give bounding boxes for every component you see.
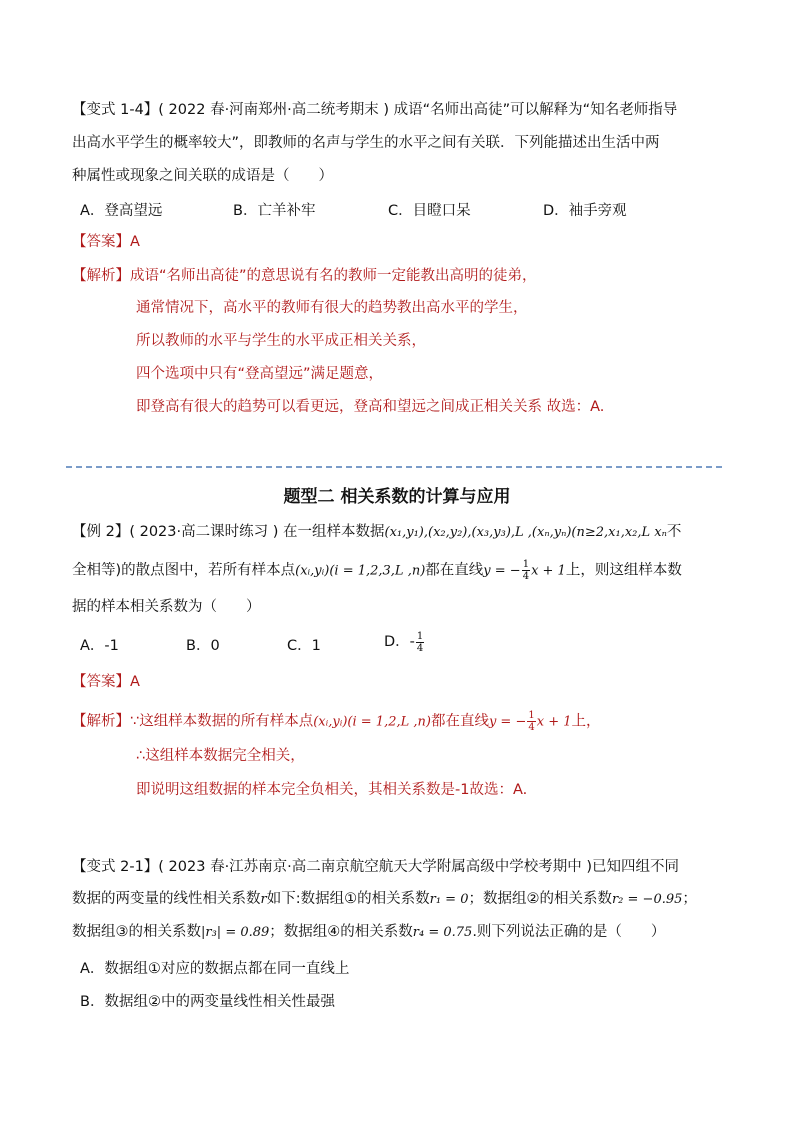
q3-option-b: B．数据组②中的两变量线性相关性最强 — [80, 994, 335, 1010]
q2-analysis1-expr: (xᵢ,yᵢ)(i = 1,2,L ,n) — [313, 714, 431, 730]
section-divider — [66, 466, 722, 468]
q1-line3: 种属性或现象之间关联的成语是（ ） — [72, 168, 333, 184]
q2-line2-b: 都在直线 — [425, 562, 484, 579]
q3-line3-a: 数据组③的相关系数 — [72, 924, 201, 940]
q1-analysis-label: 【解析】 — [72, 268, 130, 284]
q1-option-a: A．登高望远 — [80, 203, 163, 219]
q3-line2-b: 如下:数据组①的相关系数 — [266, 891, 430, 907]
q3-r4: r₄ = 0.75 — [412, 925, 473, 940]
q3-line2-c: ；数据组②的相关系数 — [468, 891, 612, 907]
q3-line3 — [72, 922, 665, 943]
q2-analysis-label: 【解析】 — [72, 713, 130, 730]
q2-data-expr: (x₁,y₁),(x₂,y₂),(x₃,y₃),L ,(xₙ,yₙ)(n≥2,x₁,x₂,L xₙ — [384, 525, 667, 540]
q1-line2: 出高水平学生的概率较大”，即教师的名声与学生的水平之间有关联．下列能描述出生活中两 — [72, 135, 660, 151]
q3-r: r — [260, 892, 267, 907]
q2-option-d-num: 1 — [416, 630, 424, 642]
q1-analysis-line-5: 即登高有很大的趋势可以看更远，登高和望远之间成正相关关系 故选：A. — [136, 399, 605, 415]
q2-analysis1-b: 都在直线 — [430, 713, 489, 730]
q2-analysis-eq-rhs: x + 1 — [536, 714, 572, 730]
q2-option-d-den: 4 — [416, 642, 424, 654]
q3-line3-c: .则下列说法正确的是（ ） — [472, 924, 666, 940]
q1-analysis-row-1 — [72, 266, 537, 286]
q2-line3: 据的样本相关系数为（ ） — [72, 599, 261, 615]
q2-analysis-line-2: ∴这组样本数据完全相关， — [136, 748, 305, 764]
q3-r2: r₂ = −0.95 — [611, 892, 683, 907]
q2-analysis-eq-lhs: y = − — [488, 714, 527, 730]
q3-r1: r₁ = 0 — [429, 892, 469, 907]
q2-fraction — [522, 559, 530, 582]
q2-analysis-row-1 — [72, 710, 601, 733]
q2-option-c: C．1 — [287, 638, 321, 654]
q2-line2-expr: (xᵢ,yᵢ)(i = 1,2,3,L ,n) — [295, 563, 426, 579]
q2-answer: A — [130, 674, 140, 690]
q3-line1: 【变式 2-1】( 2023 春·江苏南京·高二南京航空航天大学附属高级中学校考期中 )已知四组不同 — [72, 859, 680, 875]
q1-answer: A — [130, 234, 140, 250]
q2-eq-lhs: y = − — [483, 563, 521, 579]
q1-analysis-line-3: 所以教师的水平与学生的水平成正相关关系， — [136, 333, 426, 349]
q3-line2 — [72, 889, 697, 910]
q2-suffix1: 不 — [666, 524, 682, 540]
q1-line1: 【变式 1-4】( 2022 春·河南郑州·高二统考期末 ) 成语“名师出高徒”可以解释为“知名老师指导 — [72, 102, 678, 118]
q3-line3-b: ；数据组④的相关系数 — [269, 924, 413, 940]
q2-frac-den: 4 — [522, 571, 530, 582]
q1-answer-label: 【答案】 — [72, 234, 130, 250]
q3-r3: |r₃| = 0.89 — [201, 925, 270, 940]
q1-analysis-line-1: 成语“名师出高徒”的意思说有名的教师一定能教出高明的徒弟， — [130, 268, 537, 284]
q2-analysis-line-3: 即说明这组数据的样本完全负相关，其相关系数是-1故选：A. — [136, 782, 528, 798]
q1-analysis-line-2: 通常情况下，高水平的教师有很大的趋势教出高水平的学生， — [136, 300, 528, 316]
q2-line2-a: 全相等)的散点图中，若所有样本点 — [72, 562, 296, 579]
q1-answer-row — [72, 232, 140, 252]
q2-option-d-label: D．- — [384, 634, 415, 650]
q2-option-a: A．-1 — [80, 638, 119, 654]
q2-frac-num: 1 — [522, 559, 530, 570]
q2-line2-c: 上，则这组样本数 — [565, 562, 682, 579]
section-title: 题型二 相关系数的计算与应用 — [283, 487, 511, 507]
q2-line2 — [72, 559, 682, 582]
q1-option-d: D．袖手旁观 — [543, 203, 627, 219]
q2-line1 — [72, 522, 681, 543]
q1-option-b: B．亡羊补牢 — [233, 203, 316, 219]
q2-analysis-frac-num: 1 — [528, 710, 535, 721]
q2-option-d — [384, 630, 425, 654]
q2-analysis1-c: 上， — [571, 713, 601, 730]
q3-option-a: A．数据组①对应的数据点都在同一直线上 — [80, 961, 350, 977]
q2-eq-rhs: x + 1 — [531, 563, 566, 579]
q2-prefix: 【例 2】( 2023·高二课时练习 ) 在一组样本数据 — [72, 524, 385, 540]
q2-option-b: B．0 — [186, 638, 220, 654]
q2-analysis-frac-den: 4 — [528, 722, 535, 733]
q1-option-c: C．目瞪口呆 — [388, 203, 471, 219]
q3-line2-d: ； — [682, 891, 697, 907]
q1-analysis-line-4: 四个选项中只有“登高望远”满足题意， — [136, 366, 384, 382]
q2-option-d-fraction — [416, 631, 424, 654]
q2-analysis1-a: ∵这组样本数据的所有样本点 — [130, 713, 314, 730]
q3-line2-a: 数据的两变量的线性相关系数 — [72, 891, 261, 907]
q2-answer-label: 【答案】 — [72, 674, 130, 690]
q2-answer-row — [72, 672, 140, 692]
q2-analysis-fraction — [527, 710, 535, 733]
